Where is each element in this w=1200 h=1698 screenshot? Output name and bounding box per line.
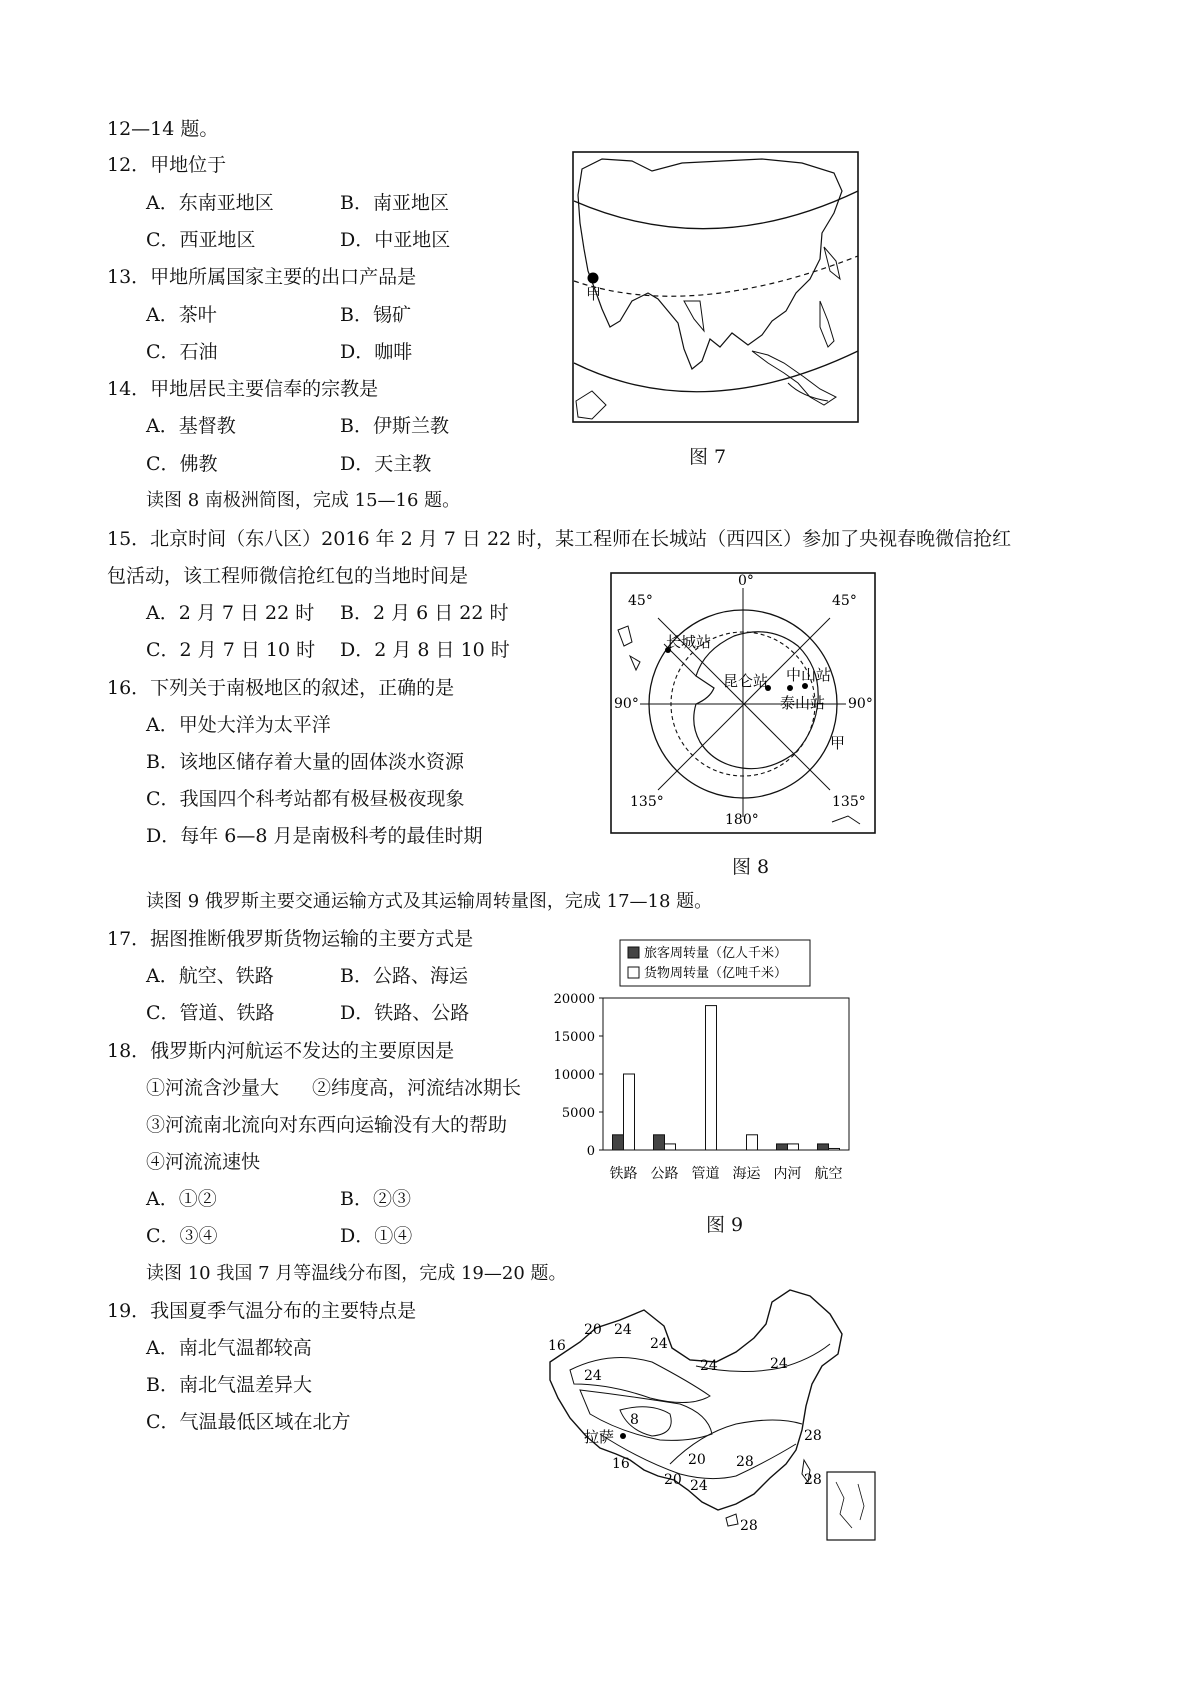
statement-18-2: ②纬度高，河流结冰期长 (312, 1077, 522, 1099)
fig8-deg-45-left: 45° (628, 593, 653, 609)
question-14: 14．甲地居民主要信奉的宗教是 (107, 378, 379, 400)
bar-passenger-1 (654, 1135, 665, 1150)
x-tick-label: 管道 (691, 1166, 720, 1182)
read-fig8: 读图 8 南极洲简图，完成 15—16 题。 (146, 490, 461, 511)
fig8-deg-135-right: 135° (832, 794, 866, 810)
bar-cargo-4 (788, 1144, 799, 1150)
bar-passenger-0 (613, 1135, 624, 1150)
option-13d[interactable]: D．咖啡 (340, 341, 413, 363)
option-14c[interactable]: C．佛教 (146, 453, 218, 475)
statement-18-3: ③河流南北流向对东西向运输没有大的帮助 (146, 1114, 508, 1136)
option-15c[interactable]: C．2 月 7 日 10 时 (146, 639, 316, 661)
figure-8-caption: 图 8 (732, 856, 770, 878)
x-tick-label: 内河 (773, 1166, 802, 1182)
isotherm-label-p: 28 (804, 1472, 822, 1488)
fig8-deg-90-right: 90° (848, 696, 873, 712)
x-tick-label: 公路 (650, 1166, 679, 1182)
figure-10-china-isotherm-map (540, 1284, 880, 1546)
question-15: 15．北京时间（东八区）2016 年 2 月 7 日 22 时，某工程师在长城站（西四区）参加了央视春晚微信抢红 (107, 528, 1012, 550)
fig8-station-taishan: 泰山站 (780, 694, 826, 712)
figure-7-caption: 图 7 (689, 446, 727, 468)
isotherm-label-q: 28 (740, 1518, 758, 1534)
isotherm-label-o: 24 (690, 1478, 708, 1494)
isotherm-label-n: 28 (804, 1428, 822, 1444)
isotherm-label-d: 24 (650, 1336, 668, 1352)
fig8-deg-0: 0° (738, 573, 754, 589)
option-13a[interactable]: A．茶叶 (146, 304, 217, 326)
option-17d[interactable]: D．铁路、公路 (340, 1002, 470, 1024)
bar-cargo-2 (706, 1006, 717, 1150)
question-16: 16．下列关于南极地区的叙述，正确的是 (107, 677, 455, 699)
bar-passenger-5 (818, 1144, 829, 1150)
option-18c[interactable]: C．③④ (146, 1225, 218, 1247)
fig8-station-kunlun: 昆仑站 (723, 672, 769, 690)
x-tick-label: 海运 (732, 1166, 761, 1182)
question-18: 18．俄罗斯内河航运不发达的主要原因是 (107, 1040, 455, 1062)
isotherm-label-b: 20 (584, 1322, 602, 1338)
figure-8-antarctica-map (610, 572, 876, 834)
option-17c[interactable]: C．管道、铁路 (146, 1002, 275, 1024)
y-tick-label: 10000 (553, 1068, 595, 1083)
legend-swatch-cargo (628, 967, 639, 978)
option-19b[interactable]: B．南北气温差异大 (146, 1374, 312, 1396)
fig8-station-zhongshan: 中山站 (786, 666, 832, 684)
y-tick-label: 15000 (553, 1030, 595, 1045)
isotherm-label-f: 24 (700, 1358, 718, 1374)
option-16d[interactable]: D．每年 6—8 月是南极科考的最佳时期 (146, 825, 483, 847)
x-tick-label: 铁路 (609, 1166, 638, 1182)
option-12a[interactable]: A．东南亚地区 (146, 192, 274, 214)
isotherm-label-g: 24 (770, 1356, 788, 1372)
isotherm-label-j: 16 (612, 1456, 630, 1472)
option-16a[interactable]: A．甲处大洋为太平洋 (146, 714, 331, 736)
option-16c[interactable]: C．我国四个科考站都有极昼极夜现象 (146, 788, 465, 810)
isotherm-label-h: 8 (630, 1412, 639, 1428)
bar-cargo-3 (747, 1135, 758, 1150)
isotherm-label-a: 16 (548, 1338, 566, 1354)
option-19c[interactable]: C．气温最低区域在北方 (146, 1411, 351, 1433)
x-tick-label: 航空 (814, 1166, 843, 1182)
option-15a[interactable]: A．2 月 7 日 22 时 (146, 602, 315, 624)
south-sea-inset (827, 1472, 875, 1540)
plot-area (603, 998, 849, 1150)
option-14b[interactable]: B．伊斯兰教 (340, 415, 449, 437)
question-17: 17．据图推断俄罗斯货物运输的主要方式是 (107, 928, 474, 950)
option-18d[interactable]: D．①④ (340, 1225, 413, 1247)
question-15-cont: 包活动，该工程师微信抢红包的当地时间是 (107, 565, 469, 587)
isotherm-label-l: 20 (688, 1452, 706, 1468)
legend-cargo: 货物周转量（亿吨千米） (644, 966, 788, 981)
legend-swatch-passenger (628, 947, 639, 958)
option-15d[interactable]: D．2 月 8 日 10 时 (340, 639, 510, 661)
option-16b[interactable]: B．该地区储存着大量的固体淡水资源 (146, 751, 464, 773)
isotherm-label-e: 24 (584, 1368, 602, 1384)
option-13c[interactable]: C．石油 (146, 341, 218, 363)
fig8-deg-45-right: 45° (832, 593, 857, 609)
option-18b[interactable]: B．②③ (340, 1188, 411, 1210)
option-18a[interactable]: A．①② (146, 1188, 217, 1210)
option-14d[interactable]: D．天主教 (340, 453, 432, 475)
y-tick-label: 20000 (553, 992, 595, 1007)
bar-cargo-5 (829, 1148, 840, 1150)
fig8-deg-135-left: 135° (630, 794, 664, 810)
read-fig9: 读图 9 俄罗斯主要交通运输方式及其运输周转量图，完成 17—18 题。 (146, 891, 713, 912)
fig8-station-changcheng: 长城站 (666, 633, 712, 651)
bar-passenger-4 (777, 1144, 788, 1150)
isotherm-label-c: 24 (614, 1322, 632, 1338)
option-19a[interactable]: A．南北气温都较高 (146, 1337, 312, 1359)
fig7-label-jia: 甲 (586, 285, 602, 303)
question-13: 13．甲地所属国家主要的出口产品是 (107, 266, 417, 288)
fig8-deg-90-left: 90° (614, 696, 639, 712)
bar-cargo-1 (665, 1144, 676, 1150)
legend-passenger: 旅客周转量（亿人千米） (644, 946, 788, 961)
option-12c[interactable]: C．西亚地区 (146, 229, 256, 251)
bar-cargo-0 (624, 1074, 635, 1150)
y-tick-label: 5000 (561, 1106, 595, 1121)
figure-7-asia-map (572, 151, 859, 423)
question-12: 12．甲地位于 (107, 154, 227, 176)
y-tick-label: 0 (586, 1144, 595, 1159)
option-17b[interactable]: B．公路、海运 (340, 965, 468, 987)
option-15b[interactable]: B．2 月 6 日 22 时 (340, 602, 509, 624)
question-19: 19．我国夏季气温分布的主要特点是 (107, 1300, 417, 1322)
chart-legend (620, 940, 810, 986)
isotherm-label-k: 20 (664, 1472, 682, 1488)
line-intro: 12—14 题。 (107, 118, 219, 140)
city-label-lhasa: 拉萨 (584, 1428, 615, 1446)
option-13b[interactable]: B．锡矿 (340, 304, 411, 326)
fig8-deg-180: 180° (725, 812, 759, 828)
figure-9-bar-chart (550, 938, 860, 1188)
read-fig10: 读图 10 我国 7 月等温线分布图，完成 19—20 题。 (146, 1263, 567, 1284)
option-12b[interactable]: B．南亚地区 (340, 192, 449, 214)
option-14a[interactable]: A．基督教 (146, 415, 236, 437)
isotherm-label-m: 28 (736, 1454, 754, 1470)
fig8-label-jia: 甲 (830, 734, 846, 752)
option-17a[interactable]: A．航空、铁路 (146, 965, 274, 987)
figure-9-caption: 图 9 (706, 1214, 744, 1236)
statement-18-1: ①河流含沙量大 (146, 1077, 280, 1099)
option-12d[interactable]: D．中亚地区 (340, 229, 451, 251)
statement-18-4: ④河流流速快 (146, 1151, 261, 1173)
